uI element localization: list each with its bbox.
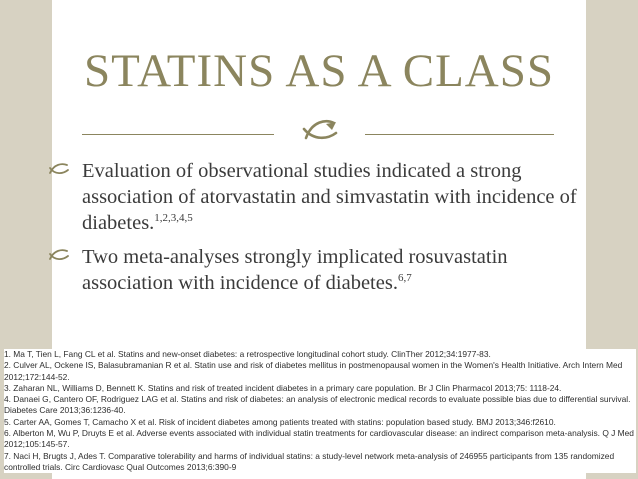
title-divider-left [82, 134, 274, 135]
citation-superscript: 1,2,3,4,5 [154, 212, 193, 225]
bullet-text: Evaluation of observational studies indicated a strong association of atorvastatin and simvastatin with incidence of diabetes.$^{1,2,3,4,5}$ [82, 160, 577, 234]
bullet-list [48, 158, 588, 304]
bullet-item [48, 244, 588, 296]
bullet-text: Two meta-analyses strongly implicated rosuvastatin association with incidence of diabetes.$^{6,7}$ [82, 246, 508, 294]
reference-item: 4. Danaei G, Cantero OF, Rodriguez LAG et al. Statins and risk of diabetes: an analysis of electronic medical records to evaluate possible bias due to differential survival. Diabetes Care 2013;36:1236-40. [4, 394, 631, 416]
references [4, 349, 636, 473]
bullet-icon [48, 244, 82, 296]
slide-title: STATINS AS A CLASS [83, 45, 555, 97]
reference-item: 5. Carter AA, Gomes T, Camacho X et al. Risk of incident diabetes among patients treated with statins: population based study. BMJ 2013;346:f2610. [4, 416, 556, 427]
citation-superscript: 6,7 [397, 272, 412, 285]
flourish-icon [296, 115, 344, 145]
bullet-icon [48, 158, 82, 236]
reference-item: 1. Ma T, Tien L, Fang CL et al. Statins and new-onset diabetes: a retrospective longitudinal cohort study. ClinTher 2012;34:1977-83. [4, 349, 491, 359]
reference-item: 7. Naci H, Brugts J, Ades T. Comparative tolerability and harms of individual statins: a study-level network meta-analysis of 246955 participants from 135 randomized controlled trials. Circ Cardiovasc Qual Outcomes 2013;6:390-9 [4, 450, 615, 472]
reference-item: 3. Zaharan NL, Williams D, Bennett K. Statins and risk of treated incident diabetes in a primary care population. Br J Clin Pharmacol 2013;75: 1118-24. [4, 382, 562, 393]
reference-item: 6. Alberton M, Wu P, Druyts E et al. Adverse events associated with individual statin treatments for cardiovascular disease: an indirect comparison meta-analysis. Q J Med 2012;105:145-57. [4, 428, 634, 450]
reference-item: 2. Culver AL, Ockene IS, Balasubramanian R et al. Statin use and risk of diabetes mellitus in postmenopausal women in the Women's Health Initiative. Arch Intern Med 2012;172:144-52. [4, 360, 623, 382]
title-divider-right [365, 134, 554, 135]
bullet-item [48, 158, 588, 236]
